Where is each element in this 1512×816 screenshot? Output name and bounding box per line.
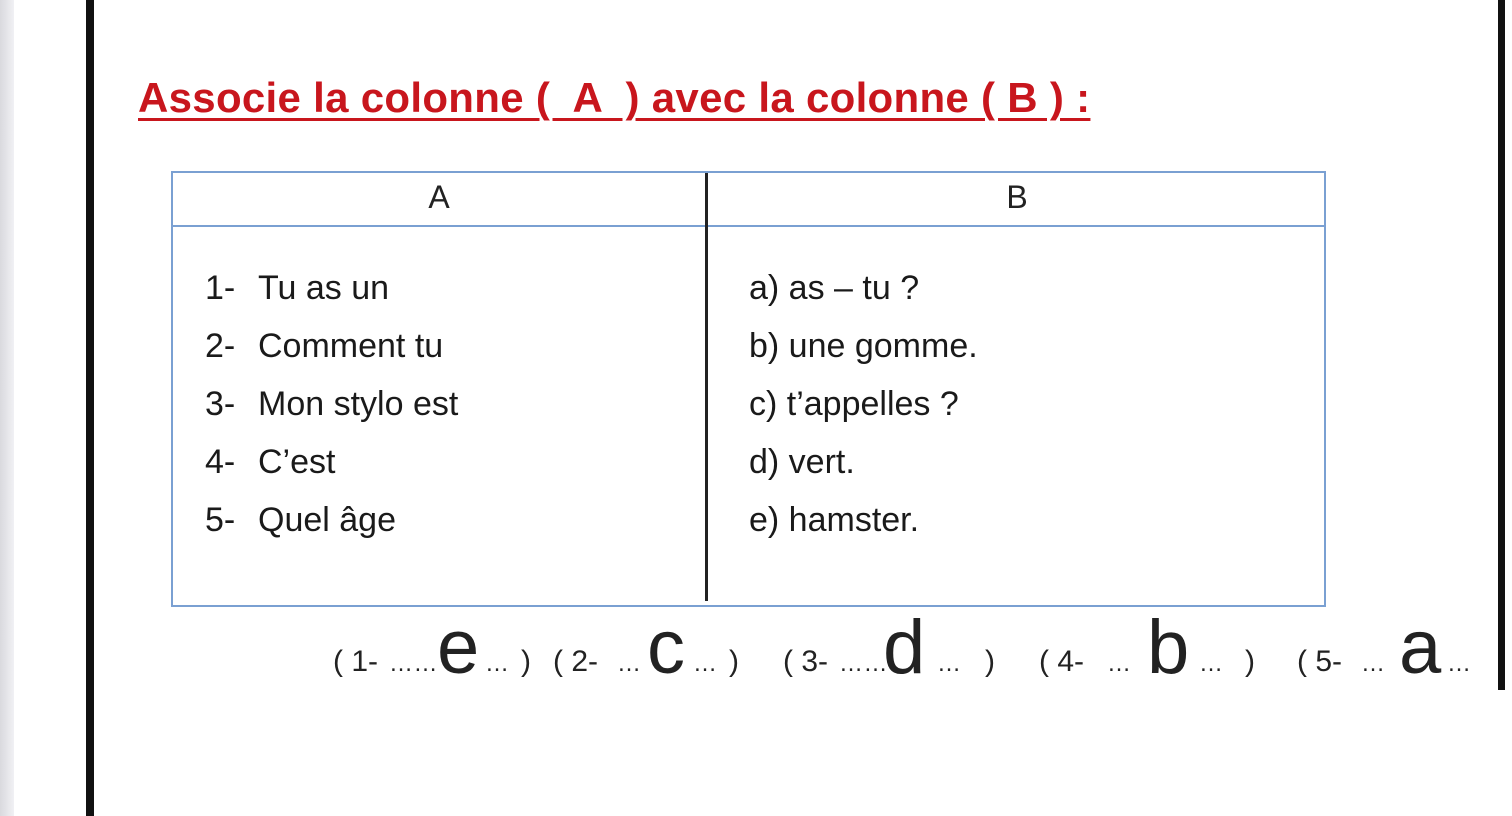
column-b-item: c) t’appelles ? xyxy=(749,385,959,423)
column-b-list xyxy=(749,259,978,549)
item-text: Comment tu xyxy=(258,327,444,365)
answer-1 xyxy=(333,605,531,692)
item-number: 3- xyxy=(205,385,236,423)
item-number: 5- xyxy=(205,501,236,539)
handwritten-answer: b xyxy=(1147,605,1190,690)
answer-suffix: ) xyxy=(729,645,739,678)
right-margin-line xyxy=(1498,0,1505,690)
left-margin-line xyxy=(86,0,94,816)
column-a-item xyxy=(205,433,458,491)
item-number: 2- xyxy=(205,327,236,365)
page-edge-strip xyxy=(0,0,14,816)
answer-suffix: ) xyxy=(985,645,995,678)
answer-blank: … xyxy=(617,650,642,677)
column-b-item: a) as – tu ? xyxy=(749,269,920,307)
answer-prefix: ( 5- xyxy=(1297,645,1342,678)
answer-blank: … xyxy=(1361,650,1386,677)
answer-prefix: ( 1- xyxy=(333,645,378,678)
column-a-list xyxy=(205,259,458,549)
column-divider xyxy=(705,173,708,601)
column-a-header: A xyxy=(428,179,450,215)
answer-prefix: ( 4- xyxy=(1039,645,1084,678)
handwritten-answer: e xyxy=(437,605,480,690)
answer-suffix: ) xyxy=(1245,645,1255,678)
answer-5 xyxy=(1297,605,1472,692)
item-text: C’est xyxy=(258,443,336,481)
answer-prefix: ( 2- xyxy=(553,645,598,678)
answer-blank: … xyxy=(1107,650,1132,677)
answer-blank: …… xyxy=(839,650,888,677)
answer-3 xyxy=(783,605,995,692)
answer-suffix: ) xyxy=(521,645,531,678)
answer-blank: …… xyxy=(389,650,438,677)
column-b-item: b) une gomme. xyxy=(749,327,978,365)
answer-blank: … xyxy=(1447,650,1472,677)
answer-blank: … xyxy=(1199,650,1224,677)
handwritten-answer: d xyxy=(883,605,926,690)
answer-blank: … xyxy=(485,650,510,677)
item-text: Mon stylo est xyxy=(258,385,459,423)
handwritten-answer: a xyxy=(1399,605,1442,690)
matching-table xyxy=(171,171,1326,607)
answer-4 xyxy=(1039,605,1255,692)
answers-row xyxy=(333,605,1503,692)
item-text: Quel âge xyxy=(258,501,396,539)
item-text: Tu as un xyxy=(258,269,390,307)
item-number: 4- xyxy=(205,443,236,481)
column-a-item xyxy=(205,491,458,549)
item-number: 1- xyxy=(205,269,236,307)
column-b-item: e) hamster. xyxy=(749,501,920,539)
column-a-item xyxy=(205,375,458,433)
column-b-item: d) vert. xyxy=(749,443,855,481)
answer-blank: … xyxy=(937,650,962,677)
column-a-item xyxy=(205,317,458,375)
answer-2 xyxy=(553,605,739,692)
exercise-title: Associe la colonne ( A ) avec la colonne ( B ) : xyxy=(138,74,1091,121)
header-divider xyxy=(173,225,1324,227)
answer-prefix: ( 3- xyxy=(783,645,828,678)
answer-blank: … xyxy=(693,650,718,677)
column-b-header: B xyxy=(1006,179,1028,215)
column-a-item xyxy=(205,259,458,317)
handwritten-answer: c xyxy=(647,605,685,690)
